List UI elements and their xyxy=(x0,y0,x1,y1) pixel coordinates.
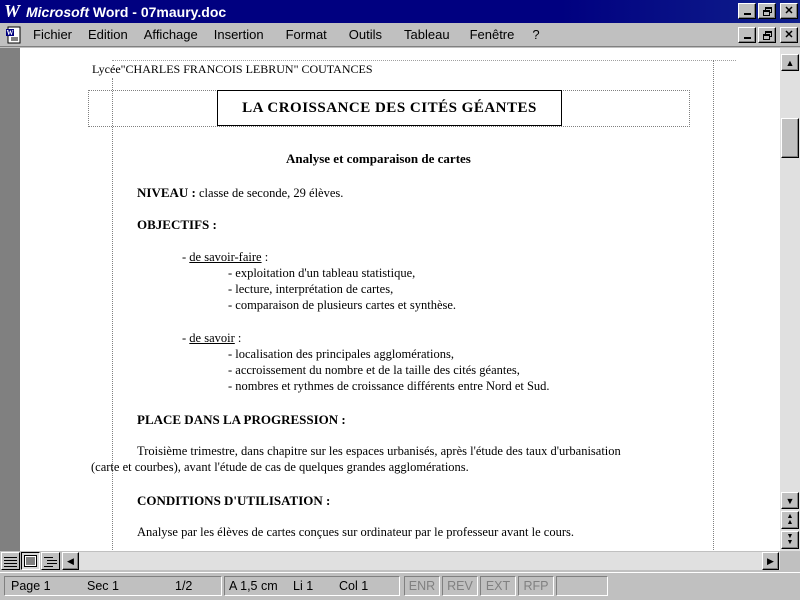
close-icon: ✕ xyxy=(784,4,794,17)
document-subtitle: Analyse et comparaison de cartes xyxy=(286,151,471,166)
vertical-scrollbar[interactable] xyxy=(780,48,800,551)
next-page-button[interactable] xyxy=(781,531,799,549)
savoir-faire-line: - de savoir-faire : xyxy=(182,250,269,264)
menu-fenetre[interactable]: Fenêtre xyxy=(469,27,515,42)
arrow-down-icon: ▼ xyxy=(785,495,795,506)
savoir-line: - de savoir : xyxy=(182,331,242,345)
page-layout-icon xyxy=(24,555,37,567)
outline-view-button[interactable] xyxy=(41,552,60,570)
niveau-line xyxy=(137,185,343,201)
doc-close-button[interactable] xyxy=(780,27,798,43)
place-text-line-2: (carte et courbes), avant l'étude de cas de quelques grandes agglomérations. xyxy=(91,460,469,474)
title-bar xyxy=(0,0,800,23)
status-bar xyxy=(0,572,800,600)
doc-minimize-button[interactable] xyxy=(738,27,756,43)
list-item: - localisation des principales agglomérations, xyxy=(228,347,454,361)
doc-restore-button[interactable] xyxy=(758,27,776,43)
horizontal-scroll-track[interactable] xyxy=(62,552,780,570)
menu-edition[interactable]: Edition xyxy=(88,27,128,42)
outline-view-icon xyxy=(44,556,57,567)
close-icon: ✕ xyxy=(784,28,794,41)
status-section: Sec 1 xyxy=(87,579,119,593)
status-page-count: 1/2 xyxy=(175,579,193,593)
document-page[interactable] xyxy=(20,48,780,551)
menu-help[interactable]: ? xyxy=(532,27,540,42)
menu-format[interactable]: Format xyxy=(285,27,327,42)
close-button[interactable] xyxy=(780,3,798,19)
objectifs-heading: OBJECTIFS : xyxy=(137,217,217,232)
list-item: - comparaison de plusieurs cartes et synthèse. xyxy=(228,298,457,312)
double-arrow-up-icon: ▲ ▲ xyxy=(786,513,794,526)
niveau-value: classe de seconde, 29 élèves. xyxy=(199,186,344,200)
minimize-button[interactable] xyxy=(738,3,756,19)
left-margin-guide xyxy=(112,78,113,551)
vertical-scroll-thumb[interactable] xyxy=(781,118,799,158)
restore-icon xyxy=(763,7,772,16)
svg-text:W: W xyxy=(6,28,14,37)
word-logo-icon[interactable]: W xyxy=(3,1,20,21)
status-mode-rev[interactable]: REV xyxy=(442,576,478,596)
status-extra-field xyxy=(556,576,608,596)
menu-tableau[interactable]: Tableau xyxy=(404,27,450,42)
scroll-right-button[interactable] xyxy=(762,552,779,570)
header-boundary xyxy=(112,60,736,61)
arrow-up-icon: ▲ xyxy=(785,57,795,68)
scroll-down-button[interactable] xyxy=(781,492,799,509)
niveau-label: NIVEAU : xyxy=(137,185,196,200)
status-page: Page 1 xyxy=(11,579,51,593)
menu-outils[interactable]: Outils xyxy=(348,27,383,42)
list-item: - exploitation d'un tableau statistique, xyxy=(228,266,416,280)
savoir-label: de savoir xyxy=(189,331,235,345)
savoir-faire-label: de savoir-faire xyxy=(189,250,262,264)
status-at: A 1,5 cm xyxy=(229,579,278,593)
page-layout-view-button[interactable] xyxy=(21,552,40,570)
document-area[interactable] xyxy=(0,48,780,551)
page-header: Lycée"CHARLES FRANCOIS LEBRUN" COUTANCES xyxy=(92,62,373,76)
conditions-text: Analyse par les élèves de cartes conçues sur ordinateur par le professeur avant le cours. xyxy=(137,525,574,539)
right-margin-guide xyxy=(713,60,714,550)
menu-fichier[interactable]: Fichier xyxy=(33,27,73,42)
status-mode-rfp[interactable]: RFP xyxy=(518,576,554,596)
status-position-field xyxy=(224,576,400,596)
menu-insertion[interactable]: Insertion xyxy=(213,27,264,42)
place-text-line-1: Troisième trimestre, dans chapitre sur les espaces urbanisés, après l'étude des taux d'urbanisation xyxy=(137,444,621,458)
place-heading: PLACE DANS LA PROGRESSION : xyxy=(137,412,346,427)
minimize-icon xyxy=(744,13,751,15)
list-item: - lecture, interprétation de cartes, xyxy=(228,282,394,296)
list-item: - accroissement du nombre et de la taille des cités géantes, xyxy=(228,363,520,377)
status-column: Col 1 xyxy=(339,579,369,593)
list-item: - nombres et rythmes de croissance différents entre Nord et Sud. xyxy=(228,379,550,393)
document-icon[interactable] xyxy=(3,25,25,45)
menu-bar xyxy=(0,23,800,47)
minimize-icon xyxy=(744,37,751,39)
normal-view-icon xyxy=(4,556,17,567)
arrow-left-icon: ◀ xyxy=(67,555,74,566)
restore-icon xyxy=(763,31,772,40)
scroll-up-button[interactable] xyxy=(781,54,799,71)
double-arrow-down-icon: ▼ ▼ xyxy=(786,533,794,546)
document-title: LA CROISSANCE DES CITÉS GÉANTES xyxy=(217,90,562,126)
scroll-left-button[interactable] xyxy=(62,552,79,570)
status-mode-ext[interactable]: EXT xyxy=(480,576,516,596)
status-line: Li 1 xyxy=(293,579,314,593)
menu-affichage[interactable]: Affichage xyxy=(143,27,198,42)
previous-page-button[interactable] xyxy=(781,511,799,529)
normal-view-button[interactable] xyxy=(1,552,20,570)
status-location-field xyxy=(4,576,222,596)
arrow-right-icon: ▶ xyxy=(767,555,774,566)
window-title: Microsoft Word - 07maury.doc xyxy=(26,3,227,20)
restore-button[interactable] xyxy=(758,3,776,19)
conditions-heading: CONDITIONS D'UTILISATION : xyxy=(137,493,331,508)
horizontal-scrollbar-row xyxy=(0,551,800,571)
status-mode-enr[interactable]: ENR xyxy=(404,576,440,596)
